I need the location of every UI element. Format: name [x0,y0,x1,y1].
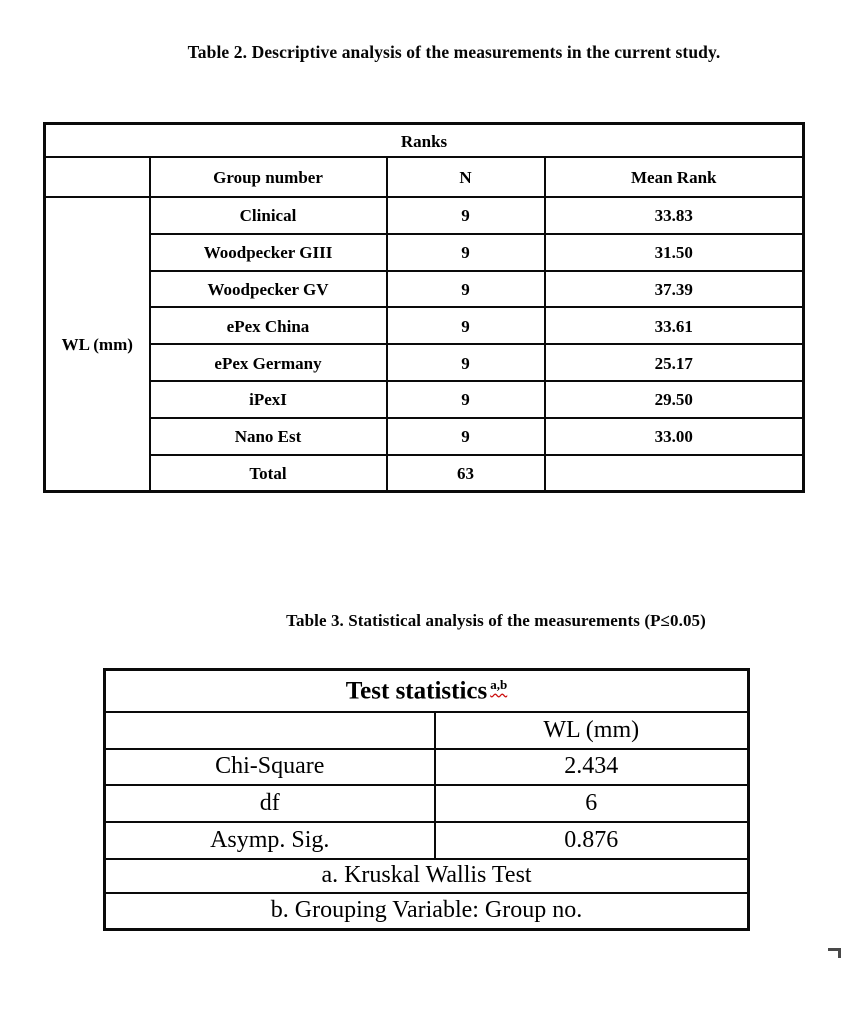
group-cell: Clinical [150,197,387,234]
group-cell: iPexI [150,381,387,418]
group-cell: ePex Germany [150,344,387,381]
test-statistics-table [103,668,750,931]
footnote-marker-ab: a,b [490,676,508,692]
table2-caption: Table 2. Descriptive analysis of the measurements in the current study. [187,42,721,62]
row-header-wl-mm: WL (mm) [45,197,150,491]
test-statistics-header [105,670,749,712]
stat-label-cell: df [105,785,435,822]
ranks-span-header: Ranks [45,124,804,158]
corner-empty-cell [45,157,150,197]
stat-value-cell: 2.434 [435,749,749,785]
ranks-table [43,122,805,493]
n-cell: 9 [387,344,545,381]
group-cell: ePex China [150,307,387,344]
empty-cell [105,712,435,749]
mean-rank-cell [545,455,804,492]
mean-rank-cell: 33.61 [545,307,804,344]
group-cell: Total [150,455,387,492]
n-cell: 9 [387,381,545,418]
col-header-group-number: Group number [150,157,387,197]
n-cell: 63 [387,455,545,492]
stat-label-cell: Asymp. Sig. [105,822,435,859]
mean-rank-cell: 29.50 [545,381,804,418]
group-cell: Woodpecker GIII [150,234,387,271]
group-cell: Nano Est [150,418,387,455]
mean-rank-cell: 31.50 [545,234,804,271]
footnote-b: b. Grouping Variable: Group no. [105,893,749,930]
n-cell: 9 [387,307,545,344]
test-statistics-label: Test statistics [345,676,488,704]
stat-label-cell: Chi-Square [105,749,435,785]
stat-value-cell: 0.876 [435,822,749,859]
n-cell: 9 [387,271,545,308]
mean-rank-cell: 37.39 [545,271,804,308]
stat-value-cell: 6 [435,785,749,822]
mean-rank-cell: 33.00 [545,418,804,455]
col-header-wl-mm: WL (mm) [435,712,749,749]
col-header-n: N [387,157,545,197]
n-cell: 9 [387,234,545,271]
n-cell: 9 [387,418,545,455]
scan-artifact-mark [828,948,841,958]
group-cell: Woodpecker GV [150,271,387,308]
mean-rank-cell: 25.17 [545,344,804,381]
col-header-mean-rank: Mean Rank [545,157,804,197]
n-cell: 9 [387,197,545,234]
mean-rank-cell: 33.83 [545,197,804,234]
table3-caption: Table 3. Statistical analysis of the measurements (P≤0.05) [286,611,706,630]
footnote-a: a. Kruskal Wallis Test [105,859,749,893]
